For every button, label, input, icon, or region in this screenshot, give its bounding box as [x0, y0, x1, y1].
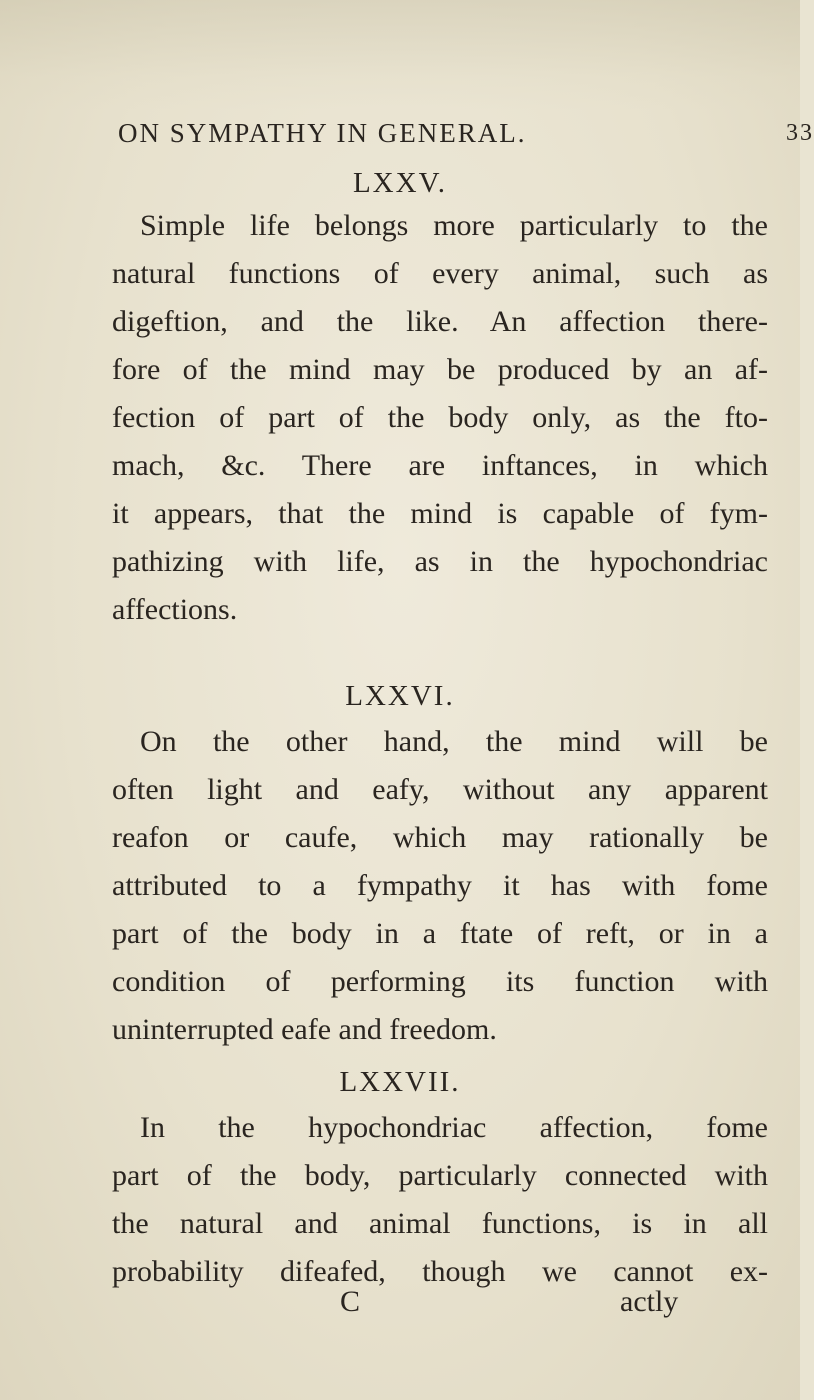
text-line: condition of performing its function with: [112, 965, 768, 998]
section-heading-lxxvii: LXXVII.: [339, 1066, 461, 1098]
paragraph-lxxvii: [112, 1104, 768, 1296]
text-line: fection of part of the body only, as the fto-: [112, 401, 768, 434]
text-line: natural functions of every animal, such as: [112, 257, 768, 290]
text-line: affections.: [112, 593, 238, 626]
text-line: Simple life belongs more particularly to the: [140, 209, 768, 242]
text-line: reafon or caufe, which may rationally be: [112, 821, 768, 854]
signature-mark: C: [340, 1285, 361, 1318]
running-head: [100, 113, 814, 153]
paragraph-lxxv: [112, 202, 768, 634]
text-line: uninterrupted eafe and freedom.: [112, 1013, 497, 1046]
text-line: part of the body, particularly connected with: [112, 1159, 768, 1192]
text-line: fore of the mind may be produced by an af-: [112, 353, 768, 386]
text-line: part of the body in a ftate of reft, or in a: [112, 917, 768, 950]
section-heading-lxxvi: LXXVI.: [345, 680, 455, 712]
text-line: the natural and animal functions, is in all: [112, 1207, 768, 1240]
text-line: pathizing with life, as in the hypochondriac: [112, 545, 768, 578]
text-line: On the other hand, the mind will be: [140, 725, 768, 758]
page-footer: [340, 1278, 679, 1326]
text-line: it appears, that the mind is capable of fym-: [112, 497, 768, 530]
text-line: attributed to a fympathy it has with fome: [112, 869, 768, 902]
paragraph-lxxvi: [112, 718, 768, 1054]
text-line: often light and eafy, without any apparent: [112, 773, 768, 806]
page-number: 33: [786, 120, 814, 146]
section-heading-lxxv: LXXV.: [352, 167, 448, 199]
catchword: actly: [620, 1285, 679, 1318]
text-line: probability difeafed, though we cannot ex-: [112, 1255, 768, 1288]
text-line: digeftion, and the like. An affection there-: [112, 305, 768, 338]
running-head-title: ON SYMPATHY IN GENERAL.: [118, 118, 527, 148]
text-line: In the hypochondriac affection, fome: [140, 1111, 768, 1144]
text-line: mach, &c. There are inftances, in which: [112, 449, 768, 482]
